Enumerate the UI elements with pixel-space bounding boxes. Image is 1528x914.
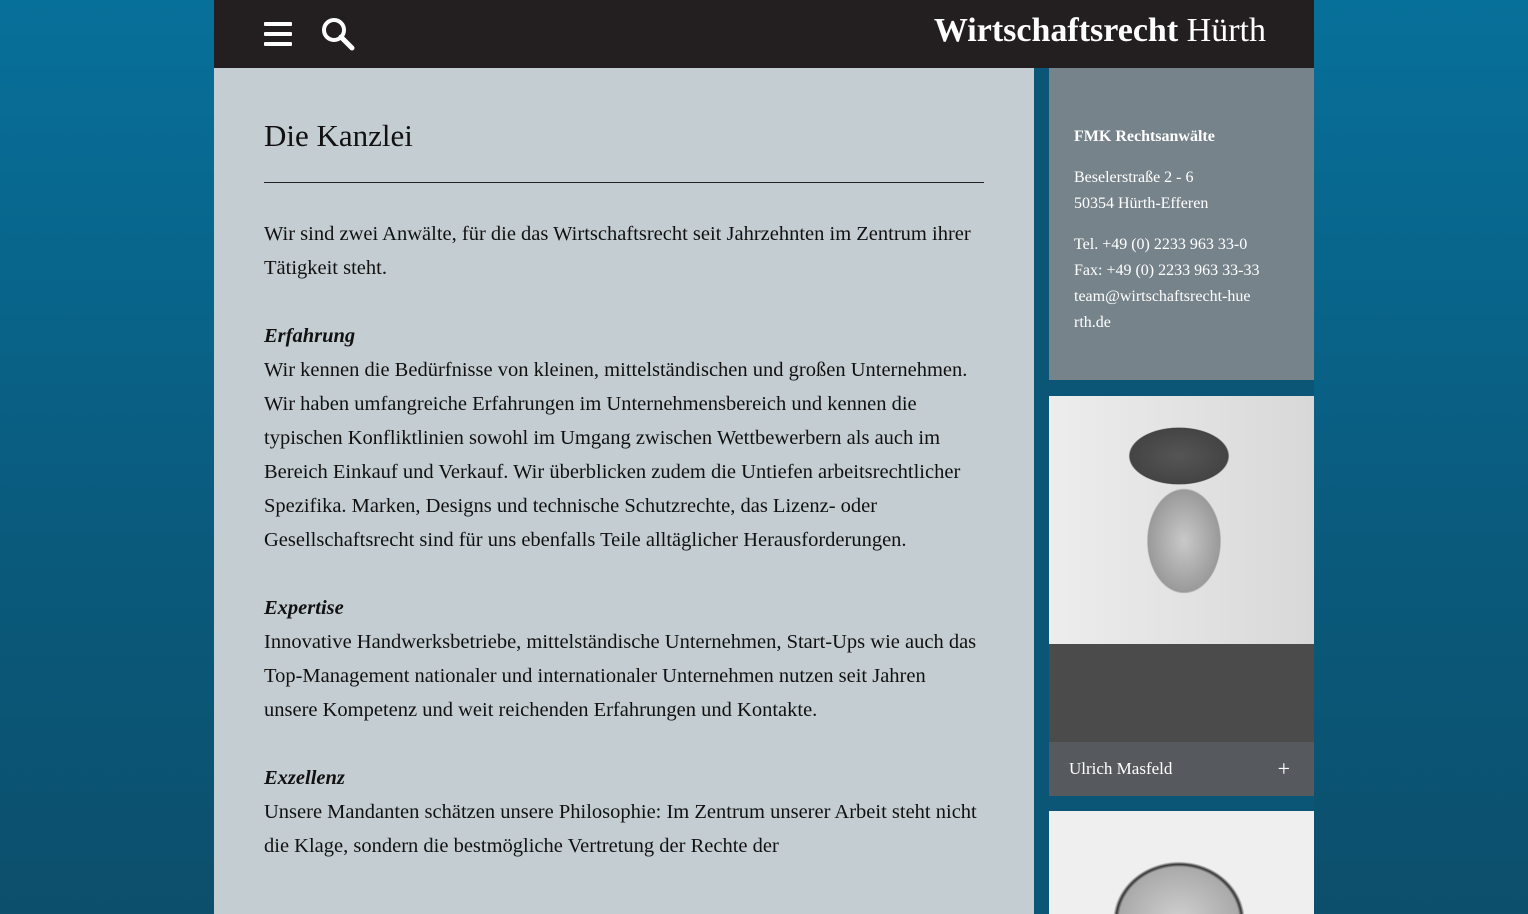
fax: Fax: +49 (0) 2233 963 33-33	[1074, 262, 1260, 279]
person-photo[interactable]	[1049, 396, 1314, 796]
section-heading: Exzellenz	[264, 767, 345, 789]
section-heading: Expertise	[264, 597, 344, 619]
main-content	[214, 68, 1034, 914]
page-title: Die Kanzlei	[264, 116, 984, 183]
sidebar	[1049, 68, 1314, 914]
section-heading: Erfahrung	[264, 325, 356, 347]
plus-icon[interactable]: +	[1277, 756, 1290, 781]
intro-text: Wir sind zwei Anwälte, für die das Wirtschaftsrecht seit Jahrzehnten im Zentrum ihrer Tätigkeit steht.	[264, 223, 971, 279]
phone[interactable]: Tel. +49 (0) 2233 963 33-0	[1074, 236, 1248, 253]
site-logo[interactable]	[934, 12, 1266, 50]
section-exzellenz	[264, 761, 984, 863]
brand-bold: Wirtschaftsrecht	[933, 12, 1179, 49]
brand-light: Hürth	[1186, 12, 1266, 49]
header	[214, 0, 1314, 68]
firm-name: FMK Rechtsanwälte	[1074, 128, 1215, 145]
section-text: Innovative Handwerksbetriebe, mittelständische Unternehmen, Start-Ups wie auch das Top-Management nationaler und internationaler Unternehmen nutzen seit Jahren unsere Kompetenz und weit reichenden Erfahrungen und Kontakte.	[264, 631, 977, 721]
section-text: Unsere Mandanten schätzen unsere Philosophie: Im Zentrum unserer Arbeit steht nicht die Klage, sondern die bestmögliche Vertretung der Rechte der	[264, 801, 977, 857]
person-name: Ulrich Masfeld	[1069, 759, 1173, 778]
person-photo-2[interactable]	[1049, 811, 1314, 914]
page-container	[214, 0, 1314, 914]
section-erfahrung	[264, 319, 984, 557]
section-text: Wir kennen die Bedürfnisse von kleinen, mittelständischen und großen Unternehmen. Wir haben umfangreiche Erfahrungen im Unternehmensbereich und kennen die typischen Konfliktlinien sowohl im Umgang zwischen Wettbewerbern als auch im Bereich Einkauf und Verkauf. Wir überblicken zudem die Untiefen arbeitsrechtlicher Spezifika. Marken, Designs und technische Schutzrechte, das Lizenz- oder Gesellschaftsrecht sind für uns ebenfalls Teile alltäglicher Herausforderungen.	[264, 359, 968, 551]
address-city: 50354 Hürth-Efferen	[1074, 195, 1209, 212]
email-link[interactable]: team@wirtschaftsrecht-huerth.de	[1074, 288, 1251, 331]
person-caption[interactable]	[1049, 742, 1314, 796]
section-expertise	[264, 591, 984, 727]
address-street: Beselerstraße 2 - 6	[1074, 169, 1194, 186]
contact-card	[1049, 68, 1314, 380]
menu-icon[interactable]	[264, 22, 292, 46]
search-icon[interactable]	[320, 16, 356, 52]
